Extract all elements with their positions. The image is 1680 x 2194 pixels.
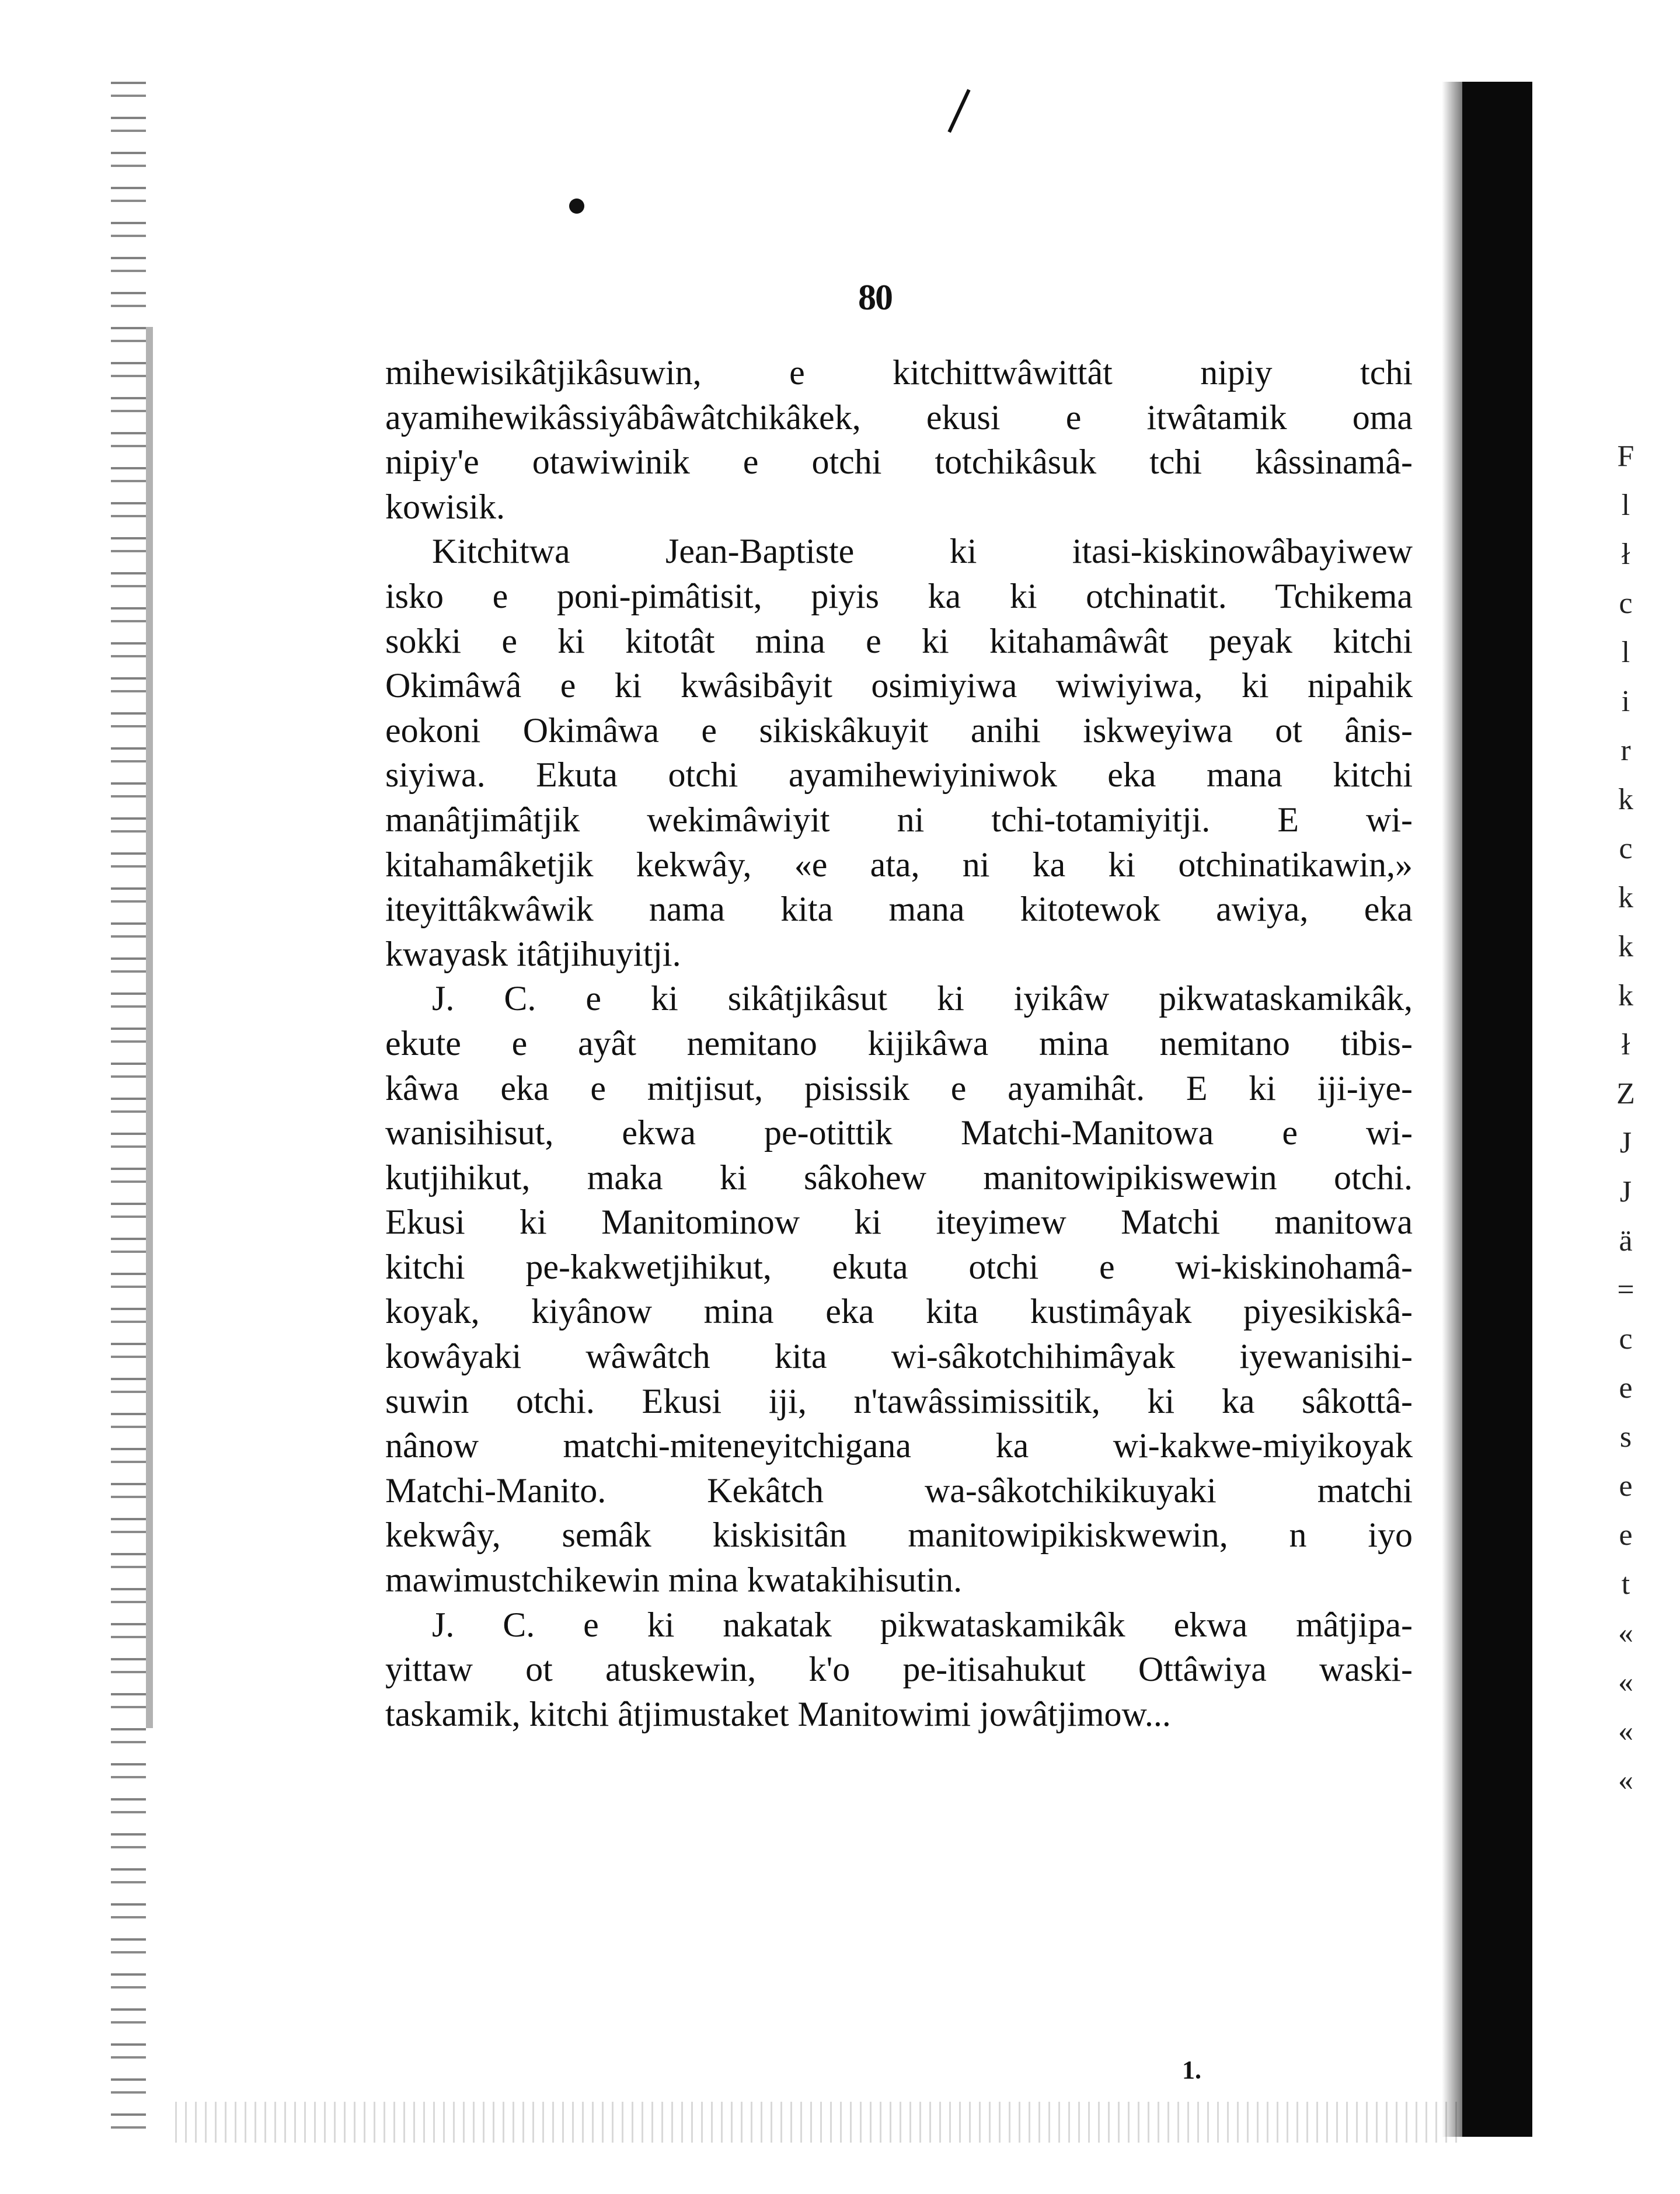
margin-letter: l (1621, 489, 1630, 522)
text-line: siyiwa. Ekuta otchi ayamihewiyiniwok eka mana kitchi (385, 755, 1413, 795)
body-text (385, 350, 1413, 1736)
text-line: Kitchitwa Jean-Baptiste ki itasi-kiskinowâbayiwew (432, 532, 1413, 571)
right-binding-bar (1462, 82, 1532, 2137)
left-binding-edge (111, 82, 146, 2137)
margin-letter: « (1618, 1715, 1633, 1748)
margin-letter: k (1618, 930, 1633, 963)
text-line: kutjihikut, maka ki sâkohew manitowipikiswewin otchi. (385, 1158, 1413, 1197)
text-line: kâwa eka e mitjisut, pisissik e ayamihât. E ki iji-iye- (385, 1068, 1413, 1108)
bottom-scan-noise (175, 2102, 1459, 2143)
text-line: J. C. e ki sikâtjikâsut ki iyikâw pikwataskamikâk, (432, 979, 1413, 1018)
text-line: wanisihisut, ekwa pe-otittik Matchi-Manitowa e wi- (385, 1113, 1413, 1152)
margin-letter: c (1619, 587, 1633, 620)
margin-letter: Z (1616, 1077, 1635, 1110)
margin-letter: ł (1621, 1028, 1630, 1061)
margin-letter: e (1619, 1371, 1633, 1405)
text-line: kitahamâketjik kekwây, «e ata, ni ka ki otchinatikawin,» (385, 845, 1413, 884)
margin-letter: k (1618, 881, 1633, 914)
pencil-tick-mark (947, 89, 970, 133)
margin-letter: k (1618, 979, 1633, 1012)
text-line: Ekusi ki Manitominow ki iteyimew Matchi manitowa (385, 1203, 1413, 1242)
text-line: yittaw ot atuskewin, k'o pe-itisahukut Ottâwiya waski- (385, 1650, 1413, 1689)
text-line: kowâyaki wâwâtch kita wi-sâkotchihimâyak iyewanisihi- (385, 1337, 1413, 1376)
margin-letter: J (1619, 1175, 1632, 1209)
margin-letter: F (1617, 440, 1634, 473)
text-line: koyak, kiyânow mina eka kita kustimâyak piyesikiskâ- (385, 1292, 1413, 1331)
margin-letter: ł (1621, 538, 1630, 571)
margin-letter: c (1619, 1322, 1633, 1356)
margin-letter: J (1619, 1126, 1632, 1159)
text-line: taskamik, kitchi âtjimustaket Manitowimi jowâtjimow... (385, 1694, 1171, 1733)
text-line: Matchi-Manito. Kekâtch wa-sâkotchikikuyaki matchi (385, 1471, 1413, 1510)
text-line: kwayask itâtjihuyitji. (385, 934, 681, 973)
text-line: sokki e ki kitotât mina e ki kitahamâwât peyak kitchi (385, 621, 1413, 660)
margin-letter: « (1618, 1764, 1633, 1797)
margin-letter: i (1621, 685, 1630, 718)
text-line: kekwây, semâk kiskisitân manitowipikiskwewin, n iyo (385, 1516, 1413, 1555)
text-line: mihewisikâtjikâsuwin, e kitchittwâwittât nipiy tchi (385, 353, 1413, 392)
text-line: nipiy'e otawiwinik e otchi totchikâsuk tchi kâssinamâ- (385, 443, 1413, 482)
margin-letter: e (1619, 1519, 1633, 1552)
right-margin-remnant-letters (1602, 432, 1649, 1805)
margin-letter: s (1619, 1420, 1632, 1454)
text-line: isko e poni-pimâtisit, piyis ka ki otchinatit. Tchikema (385, 576, 1413, 615)
text-line: mawimustchikewin mina kwatakihisutin. (385, 1561, 963, 1600)
text-line: Okimâwâ e ki kwâsibâyit osimiyiwa wiwiyiwa, ki nipahik (385, 666, 1413, 705)
text-line: iteyittâkwâwik nama kita mana kitotewok awiya, eka (385, 890, 1413, 929)
text-line: ekute e ayât nemitano kijikâwa mina nemitano tibis- (385, 1023, 1413, 1063)
margin-letter: t (1621, 1568, 1630, 1601)
text-line: kitchi pe-kakwetjihikut, ekuta otchi e wi-kiskinohamâ- (385, 1247, 1413, 1286)
margin-letter: c (1619, 832, 1633, 865)
margin-letter: ä (1619, 1224, 1633, 1258)
text-line: suwin otchi. Ekusi iji, n'tawâssimissitik, ki ka sâkottâ- (385, 1381, 1413, 1420)
margin-letter: « (1618, 1617, 1633, 1650)
margin-letter: r (1620, 734, 1631, 767)
margin-letter: e (1619, 1469, 1633, 1503)
margin-letter: l (1621, 636, 1630, 669)
margin-letter: k (1618, 783, 1633, 816)
left-binding-shadow (146, 327, 153, 1728)
right-binding-fade (1442, 82, 1465, 2137)
margin-letter: « (1618, 1666, 1633, 1699)
text-line: eokoni Okimâwa e sikiskâkuyit anihi iskweyiwa ot ânis- (385, 711, 1413, 750)
ink-blot-mark (569, 198, 584, 214)
page-number: 80 (858, 278, 892, 318)
text-line: ayamihewikâssiyâbâwâtchikâkek, ekusi e itwâtamik oma (385, 398, 1413, 437)
text-line: J. C. e ki nakatak pikwataskamikâk ekwa mâtjipa- (432, 1605, 1413, 1644)
footer-signature-mark: 1. (1182, 2056, 1201, 2084)
text-line: manâtjimâtjik wekimâwiyit ni tchi-totamiyitji. E wi- (385, 800, 1413, 839)
text-line: nânow matchi-miteneyitchigana ka wi-kakwe-miyikoyak (385, 1426, 1413, 1465)
margin-letter: = (1617, 1273, 1634, 1307)
text-line: kowisik. (385, 487, 506, 526)
